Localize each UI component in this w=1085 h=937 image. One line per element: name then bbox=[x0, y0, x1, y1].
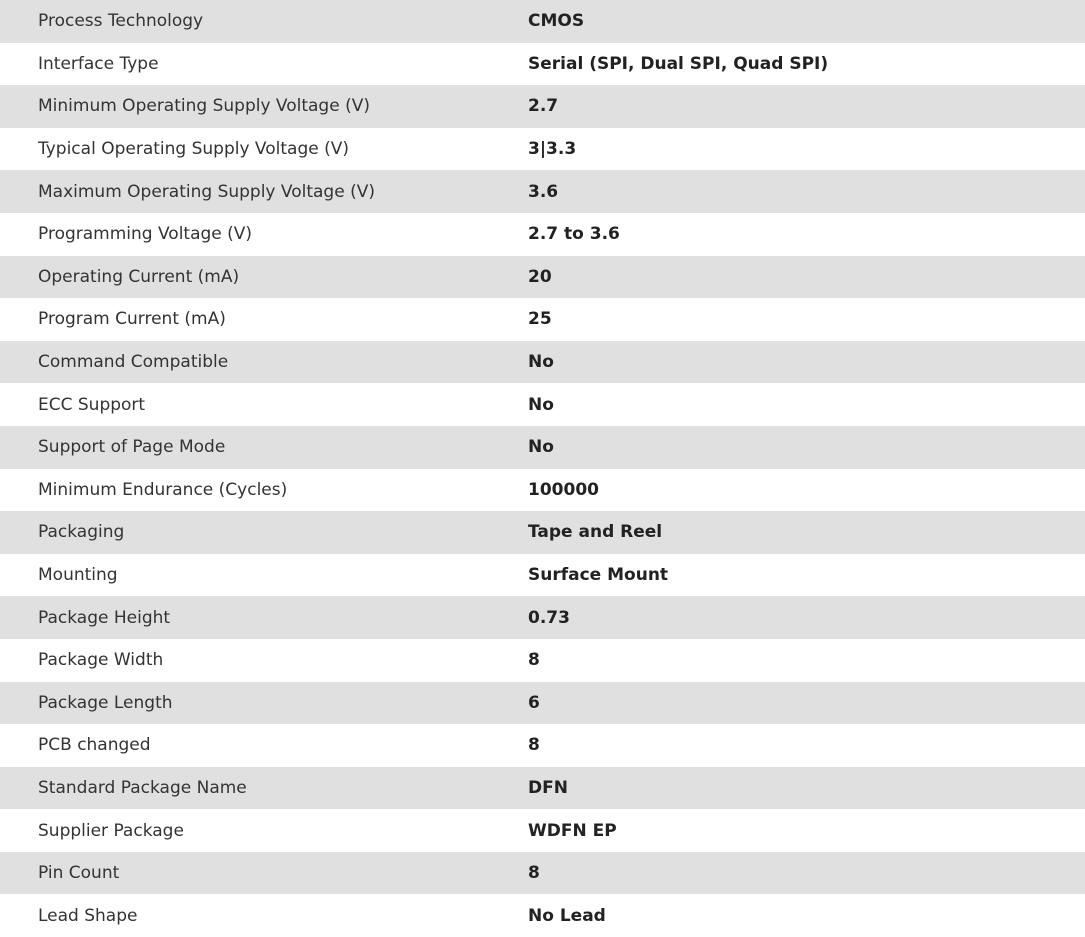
spec-value: 20 bbox=[528, 266, 552, 287]
spec-label: Programming Voltage (V) bbox=[38, 224, 253, 245]
spec-row bbox=[0, 256, 1085, 299]
spec-row bbox=[0, 469, 1085, 512]
spec-value: Surface Mount bbox=[528, 565, 669, 586]
spec-label: PCB changed bbox=[38, 735, 151, 756]
spec-label: Package Width bbox=[38, 650, 164, 671]
spec-row bbox=[0, 298, 1085, 341]
spec-value: 8 bbox=[528, 863, 540, 884]
spec-row bbox=[0, 724, 1085, 767]
spec-label: Package Length bbox=[38, 692, 173, 713]
spec-label: Package Height bbox=[38, 607, 171, 628]
spec-value: DFN bbox=[528, 777, 568, 798]
spec-label: ECC Support bbox=[38, 394, 146, 415]
spec-label: Maximum Operating Supply Voltage (V) bbox=[38, 181, 375, 202]
spec-label: Supplier Package bbox=[38, 820, 184, 841]
spec-value: 3.6 bbox=[528, 181, 559, 202]
spec-value: 25 bbox=[528, 309, 552, 330]
spec-row bbox=[0, 43, 1085, 86]
spec-value: 3|3.3 bbox=[528, 139, 577, 160]
spec-value: No Lead bbox=[528, 905, 606, 926]
spec-label: Support of Page Mode bbox=[38, 437, 226, 458]
spec-row bbox=[0, 809, 1085, 852]
spec-row bbox=[0, 128, 1085, 171]
spec-row bbox=[0, 0, 1085, 43]
spec-row bbox=[0, 85, 1085, 128]
spec-label: Interface Type bbox=[38, 53, 159, 74]
spec-label: Lead Shape bbox=[38, 905, 138, 926]
spec-row bbox=[0, 383, 1085, 426]
spec-value: 8 bbox=[528, 735, 540, 756]
spec-value: Serial (SPI, Dual SPI, Quad SPI) bbox=[528, 53, 829, 74]
spec-value: 100000 bbox=[528, 479, 599, 500]
spec-row bbox=[0, 554, 1085, 597]
spec-label: Typical Operating Supply Voltage (V) bbox=[38, 139, 349, 160]
spec-value: No bbox=[528, 437, 554, 458]
spec-value: 0.73 bbox=[528, 607, 570, 628]
spec-row bbox=[0, 767, 1085, 810]
spec-row bbox=[0, 426, 1085, 469]
spec-label: Process Technology bbox=[38, 11, 204, 32]
spec-value: WDFN EP bbox=[528, 820, 617, 841]
spec-row bbox=[0, 682, 1085, 725]
spec-row bbox=[0, 213, 1085, 256]
spec-row bbox=[0, 894, 1085, 937]
spec-label: Command Compatible bbox=[38, 352, 229, 373]
spec-label: Standard Package Name bbox=[38, 777, 247, 798]
spec-row bbox=[0, 341, 1085, 384]
spec-value: No bbox=[528, 352, 554, 373]
spec-value: 6 bbox=[528, 692, 540, 713]
spec-value: Tape and Reel bbox=[528, 522, 663, 543]
spec-label: Operating Current (mA) bbox=[38, 266, 240, 287]
spec-label: Pin Count bbox=[38, 863, 120, 884]
spec-label: Packaging bbox=[38, 522, 125, 543]
spec-row bbox=[0, 639, 1085, 682]
spec-label: Minimum Operating Supply Voltage (V) bbox=[38, 96, 370, 117]
spec-label: Mounting bbox=[38, 565, 118, 586]
spec-value: No bbox=[528, 394, 554, 415]
spec-label: Minimum Endurance (Cycles) bbox=[38, 479, 288, 500]
spec-value: CMOS bbox=[528, 11, 585, 32]
spec-row bbox=[0, 852, 1085, 895]
spec-row bbox=[0, 170, 1085, 213]
spec-value: 2.7 to 3.6 bbox=[528, 224, 620, 245]
spec-value: 8 bbox=[528, 650, 540, 671]
spec-label: Program Current (mA) bbox=[38, 309, 226, 330]
spec-row bbox=[0, 596, 1085, 639]
spec-row bbox=[0, 511, 1085, 554]
spec-value: 2.7 bbox=[528, 96, 559, 117]
